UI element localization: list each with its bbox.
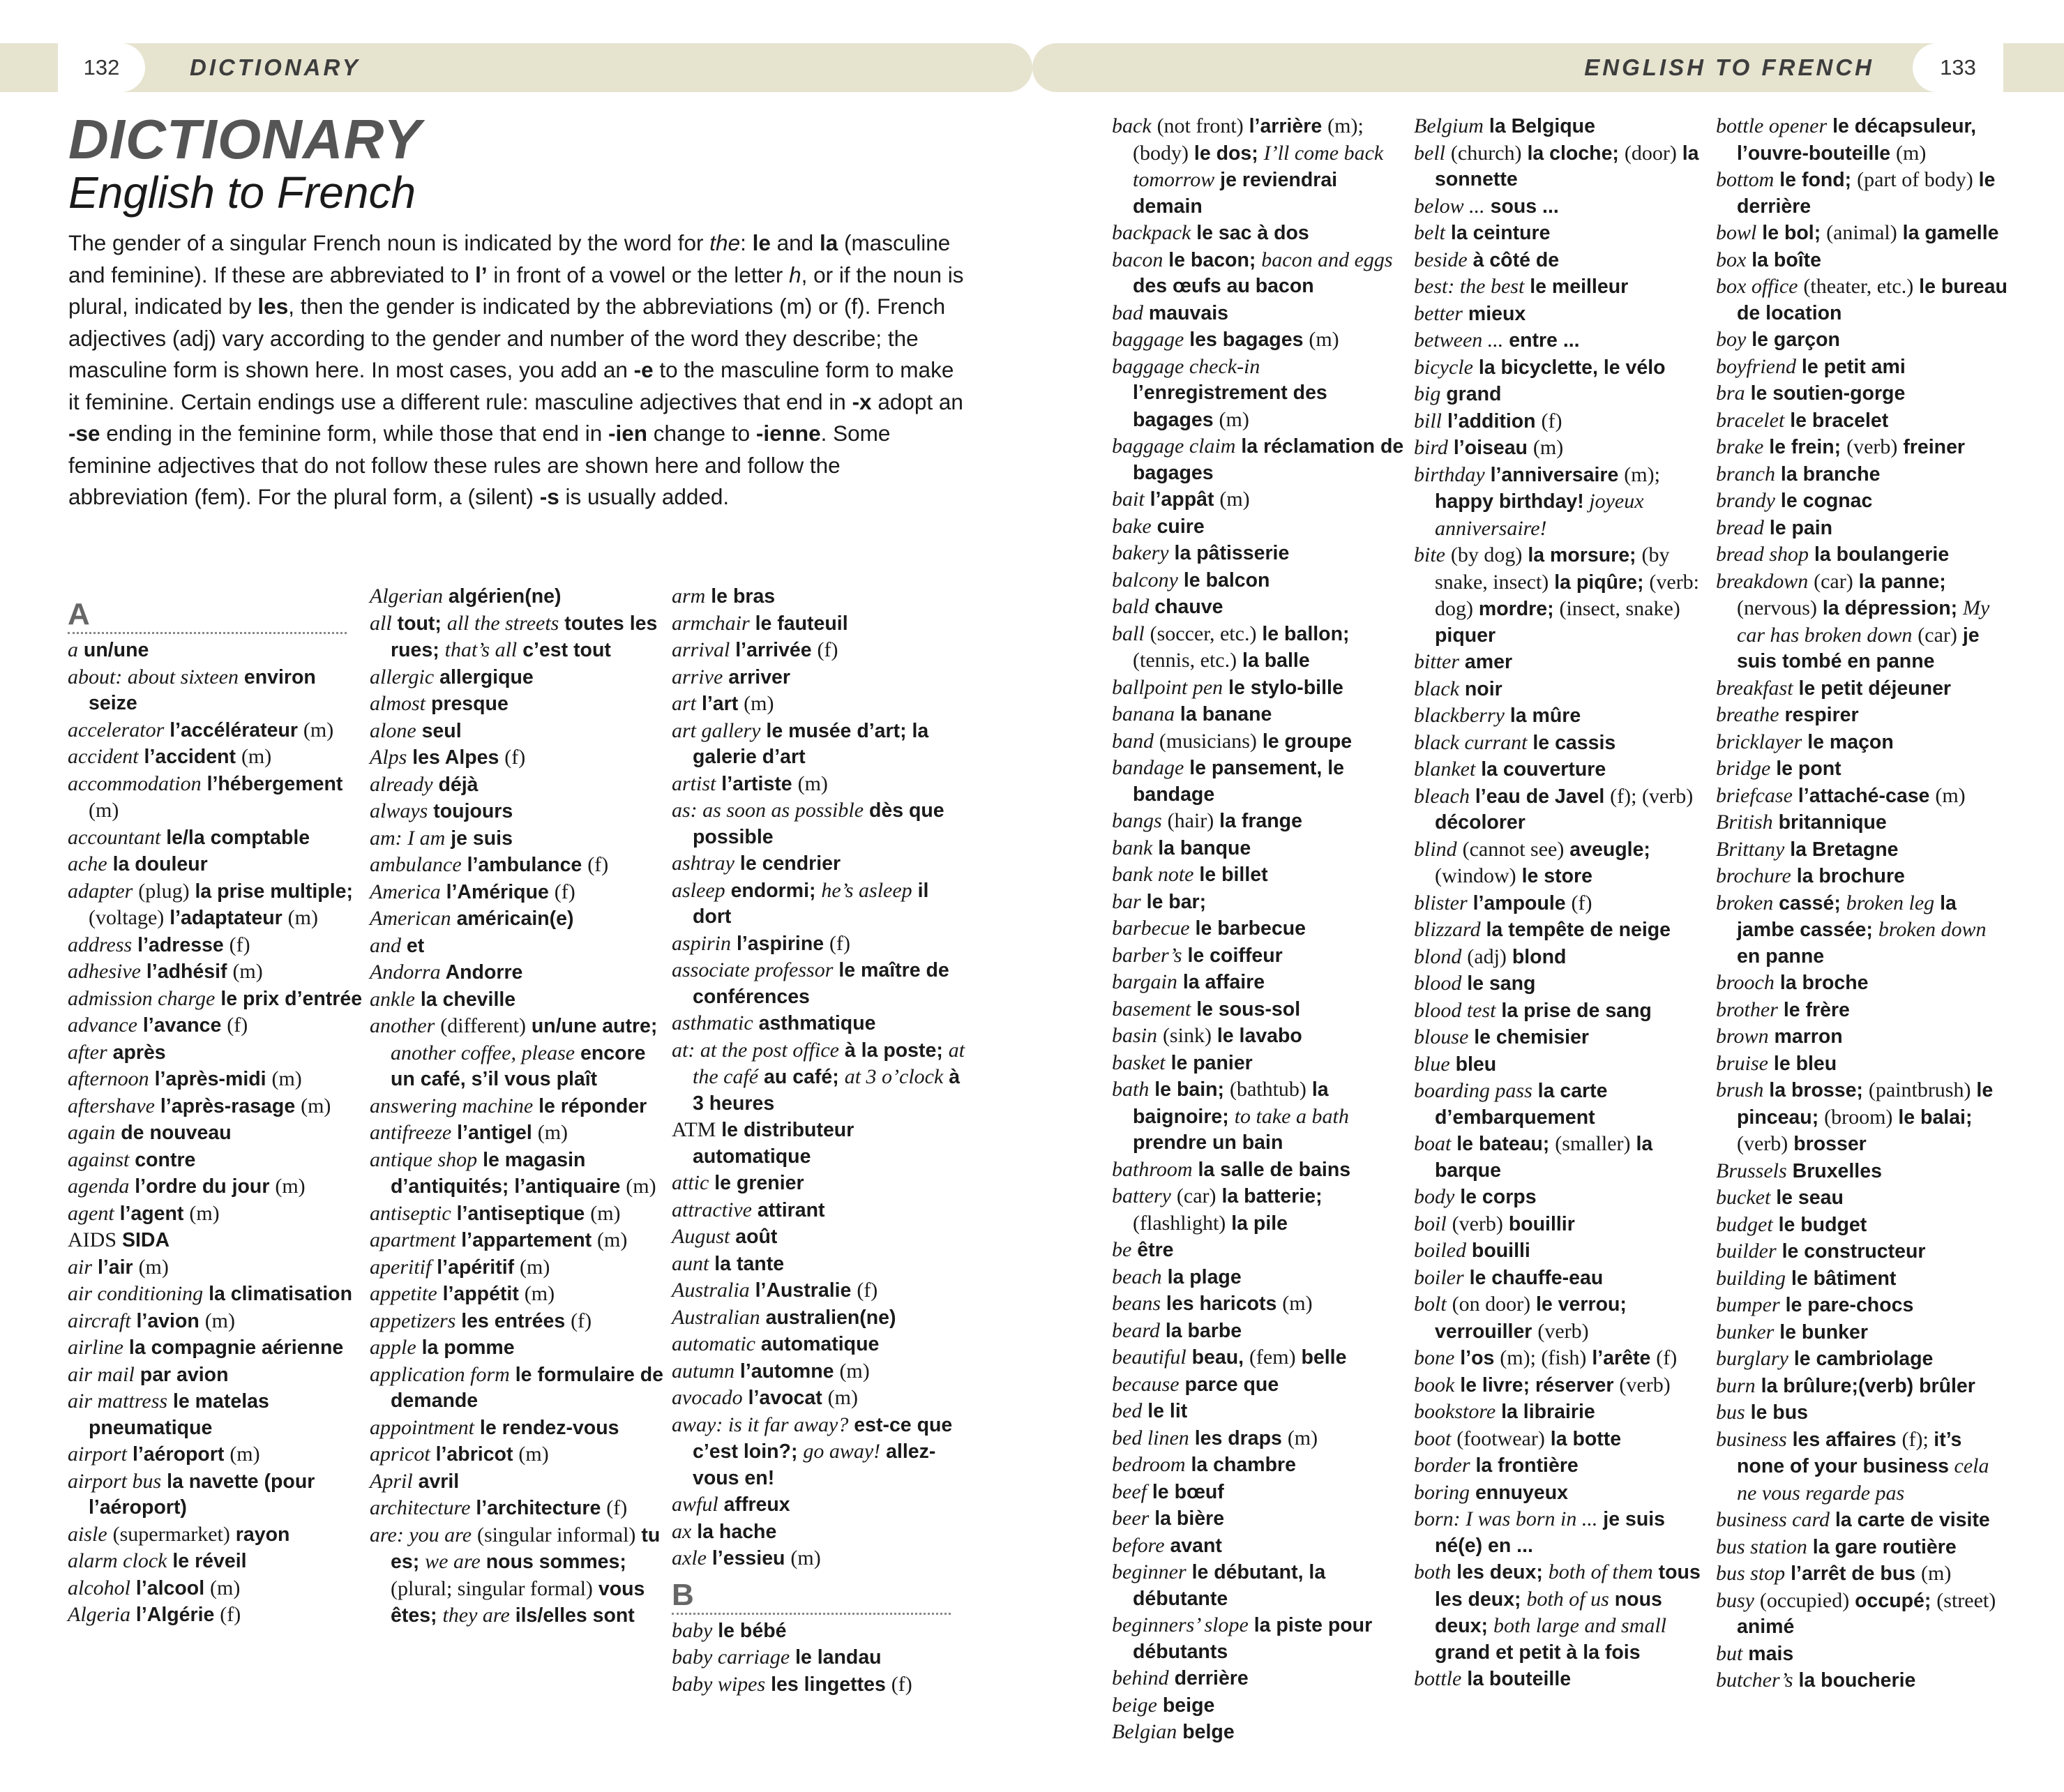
dictionary-entry: bank note le billet: [1112, 863, 1268, 886]
dictionary-entry: before avant: [1112, 1533, 1222, 1557]
dictionary-entry: blanket la couverture: [1414, 758, 1606, 781]
dictionary-entry: beginner le débutant, la débutante: [1112, 1560, 1326, 1610]
dictionary-entry: brandy le cognac: [1716, 489, 1873, 512]
dictionary-entry: briefcase l’attaché-case (m): [1716, 783, 1966, 807]
dictionary-column-2: [370, 583, 666, 1629]
left-page-number: 132: [58, 43, 145, 92]
dictionary-entry: blood test la prise de sang: [1414, 998, 1652, 1022]
dictionary-entry: brooch la broche: [1716, 971, 1869, 994]
dictionary-entry: accident l’accident (m): [68, 745, 272, 768]
dictionary-entry: boyfriend le petit ami: [1716, 354, 1906, 378]
dictionary-entry: beer la bière: [1112, 1507, 1225, 1530]
dictionary-entry: bandage le pansement, le bandage: [1112, 756, 1345, 806]
dictionary-entry: bedroom la chambre: [1112, 1453, 1296, 1476]
dictionary-entry: border la frontière: [1414, 1454, 1579, 1477]
dictionary-entry: am: I am je suis: [370, 826, 513, 850]
dictionary-entry: bicycle la bicyclette, le vélo: [1414, 355, 1666, 379]
dictionary-entry: adapter (plug) la prise multiple; (voltage) l’adaptateur (m): [68, 879, 353, 929]
dictionary-entry: bargain la affaire: [1112, 970, 1265, 993]
dictionary-entry: ax la hache: [672, 1519, 777, 1543]
dictionary-entry: Algeria l’Algérie (f): [68, 1603, 241, 1626]
dictionary-entry: business card la carte de visite: [1716, 1508, 1990, 1531]
dictionary-entry: blister l’ampoule (f): [1414, 891, 1592, 914]
dictionary-entry: accelerator l’accélérateur (m): [68, 718, 334, 741]
dictionary-entry: apricot l’abricot (m): [370, 1443, 549, 1466]
dictionary-entry: architecture l’architecture (f): [370, 1496, 628, 1519]
dictionary-entry: attractive attirant: [672, 1198, 825, 1221]
dictionary-entry: bitter amer: [1414, 650, 1513, 673]
dictionary-entry: bottom le fond; (part of body) le derrière: [1716, 168, 1996, 218]
dictionary-entry: band (musicians) le groupe: [1112, 729, 1353, 753]
dictionary-entry: branch la branche: [1716, 462, 1881, 485]
right-header-band: [1032, 43, 2064, 92]
dictionary-entry: Australian australien(ne): [672, 1305, 896, 1329]
dictionary-entry: bed linen les draps (m): [1112, 1426, 1318, 1450]
dictionary-entry: associate professor le maître de conférences: [672, 958, 949, 1008]
dictionary-entry: bolt (on door) le verrou; verrouiller (verb): [1414, 1293, 1627, 1343]
dictionary-entry: arm le bras: [672, 585, 776, 608]
dictionary-entry: bruise le bleu: [1716, 1051, 1837, 1075]
dictionary-entry: air mattress le matelas pneumatique: [68, 1390, 269, 1439]
dictionary-entry: alcohol l’alcool (m): [68, 1576, 241, 1599]
dictionary-entry: behind derrière: [1112, 1666, 1249, 1689]
dictionary-entry: bus station la gare routière: [1716, 1535, 1957, 1558]
dictionary-entry: bed le lit: [1112, 1399, 1188, 1422]
dictionary-entry: accommodation l’hébergement (m): [68, 771, 343, 822]
dictionary-entry: black currant le cassis: [1414, 730, 1616, 754]
dictionary-entry: both les deux; both of them tous les deux; both of us nous deux; both large and small grand et petit à la fois: [1414, 1560, 1701, 1664]
dictionary-entry: arrival l’arrivée (f): [672, 638, 838, 661]
dictionary-entry: box office (theater, etc.) le bureau de location: [1716, 275, 2007, 324]
dictionary-entry: are: you are (singular informal) tu es; we are nous sommes; (plural; singular formal) vous êtes; they are ils/elles sont: [370, 1523, 661, 1627]
dictionary-entry: beans les haricots (m): [1112, 1292, 1313, 1315]
dictionary-entry: after après: [68, 1040, 166, 1064]
dictionary-entry: August août: [672, 1225, 778, 1248]
dictionary-entry: bridge le pont: [1716, 757, 1841, 780]
dictionary-entry: ambulance l’ambulance (f): [370, 853, 609, 876]
dictionary-entry: AIDS SIDA: [68, 1228, 170, 1251]
dictionary-entry: best: the best le meilleur: [1414, 275, 1629, 298]
dictionary-entry: airline la compagnie aérienne: [68, 1336, 344, 1359]
dictionary-entry: boiled bouilli: [1414, 1239, 1530, 1262]
dictionary-entry: autumn l’automne (m): [672, 1359, 870, 1383]
dictionary-entry: boring ennuyeux: [1414, 1480, 1568, 1504]
dictionary-entry: asthmatic asthmatique: [672, 1011, 876, 1034]
dictionary-entry: butcher’s la boucherie: [1716, 1669, 1916, 1692]
dictionary-entry: brush la brosse; (paintbrush) le pinceau; (broom) le balai; (verb) brosser: [1716, 1078, 1994, 1155]
dictionary-entry: backpack le sac à dos: [1112, 221, 1309, 244]
dictionary-entry: armchair le fauteuil: [672, 611, 848, 635]
dictionary-entry: bell (church) la cloche; (door) la sonnette: [1414, 141, 1699, 190]
dictionary-entry: ball (soccer, etc.) le ballon; (tennis, etc.) la balle: [1112, 622, 1350, 672]
right-running-title: ENGLISH TO FRENCH: [1584, 54, 1874, 80]
dictionary-entry: balcony le balcon: [1112, 568, 1270, 592]
dictionary-entry: brother le frère: [1716, 997, 1850, 1021]
dictionary-entry: breathe respirer: [1716, 703, 1859, 726]
dictionary-entry: bowl le bol; (animal) la gamelle: [1716, 221, 1999, 244]
dictionary-entry: because parce que: [1112, 1372, 1279, 1396]
dictionary-entry: body le corps: [1414, 1185, 1537, 1208]
dictionary-entry: always toujours: [370, 799, 513, 822]
dictionary-entry: avocado l’avocat (m): [672, 1386, 858, 1409]
dictionary-entry: ballpoint pen le stylo-bille: [1112, 675, 1343, 699]
page-subtitle: English to French: [68, 167, 416, 218]
dictionary-entry: alarm clock le réveil: [68, 1549, 247, 1572]
dictionary-entry: antifreeze l’antigel (m): [370, 1121, 568, 1144]
dictionary-entry: at: at the post office à la poste; at the café au café; at 3 o’clock à 3 heures: [672, 1038, 965, 1115]
dictionary-entry: Belgian belge: [1112, 1720, 1235, 1743]
dictionary-entry: afternoon l’après-midi (m): [68, 1067, 302, 1090]
dictionary-entry: antiseptic l’antiseptique (m): [370, 1201, 621, 1225]
dictionary-entry: bottle opener le décapsuleur, l’ouvre-bouteille (m): [1716, 114, 1976, 165]
dictionary-entry: below ... sous ...: [1414, 194, 1559, 218]
dictionary-entry: book le livre; réserver (verb): [1414, 1373, 1671, 1396]
dictionary-entry: battery (car) la batterie; (flashlight) la pile: [1112, 1184, 1323, 1235]
dictionary-entry: barber’s le coiffeur: [1112, 943, 1283, 967]
dictionary-entry: adhesive l’adhésif (m): [68, 960, 263, 983]
dictionary-entry: bone l’os (m); (fish) l’arête (f): [1414, 1346, 1678, 1369]
dictionary-entry: brochure la brochure: [1716, 864, 1905, 887]
dictionary-entry: aisle (supermarket) rayon: [68, 1522, 290, 1546]
right-page-number: 133: [1913, 43, 2003, 92]
dictionary-entry: axle l’essieu (m): [672, 1546, 821, 1569]
dictionary-entry: birthday l’anniversaire (m); happy birthday! joyeux anniversaire!: [1414, 462, 1660, 540]
dictionary-entry: attic le grenier: [672, 1171, 804, 1194]
dictionary-entry: air conditioning la climatisation: [68, 1282, 352, 1305]
dictionary-entry: baggage claim la réclamation de bagages: [1112, 435, 1404, 484]
dictionary-entry: bus le bus: [1716, 1401, 1808, 1424]
dictionary-entry: Belgium la Belgique: [1414, 114, 1595, 137]
dictionary-entry: bite (by dog) la morsure; (by snake, insect) la piqûre; (verb: dog) mordre; (insect, snake) piquer: [1414, 543, 1700, 647]
dictionary-entry: blouse le chemisier: [1414, 1025, 1590, 1048]
dictionary-entry: boy le garçon: [1716, 328, 1840, 351]
dictionary-column-3: [672, 583, 968, 1698]
dictionary-entry: again de nouveau: [68, 1121, 232, 1144]
dictionary-entry: barbecue le barbecue: [1112, 917, 1306, 940]
dictionary-entry: bunker le bunker: [1716, 1320, 1868, 1343]
dictionary-entry: beach la plage: [1112, 1265, 1242, 1288]
dictionary-entry: advance l’avance (f): [68, 1014, 248, 1037]
dictionary-entry: agent l’agent (m): [68, 1201, 220, 1225]
dictionary-entry: beautiful beau, (fem) belle: [1112, 1346, 1347, 1369]
dictionary-entry: bumper le pare-chocs: [1716, 1293, 1914, 1316]
dictionary-entry: boat le bateau; (smaller) la barque: [1414, 1132, 1653, 1182]
dictionary-entry: accountant le/la comptable: [68, 825, 310, 849]
dictionary-entry: better mieux: [1414, 301, 1526, 325]
dictionary-entry: allergic allergique: [370, 665, 534, 688]
dictionary-entry: busy (occupied) occupé; (street) animé: [1716, 1588, 1996, 1638]
dictionary-entry: art l’art (m): [672, 692, 774, 715]
dictionary-entry: already déjà: [370, 772, 479, 796]
dictionary-entry: arrive arriver: [672, 665, 790, 688]
dictionary-entry: agenda l’ordre du jour (m): [68, 1175, 306, 1198]
dictionary-entry: Brussels Bruxelles: [1716, 1159, 1882, 1182]
dictionary-entry: bath le bain; (bathtub) la baignoire; to take a bath prendre un bain: [1112, 1078, 1349, 1154]
dictionary-column-1: [68, 592, 364, 1629]
dictionary-entry: address l’adresse (f): [68, 933, 250, 956]
dictionary-entry: appointment le rendez-vous: [370, 1415, 619, 1439]
dictionary-entry: beginners’ slope la piste pour débutants: [1112, 1613, 1373, 1663]
dictionary-entry: airport l’aéroport (m): [68, 1443, 260, 1466]
dictionary-entry: blue bleu: [1414, 1052, 1497, 1076]
dictionary-entry: beige beige: [1112, 1693, 1215, 1717]
dictionary-entry: banana la banane: [1112, 702, 1272, 725]
dictionary-entry: baggage check-in l’enregistrement des bagages (m): [1112, 354, 1327, 431]
dictionary-entry: beef le bœuf: [1112, 1479, 1224, 1503]
dictionary-entry: business les affaires (f); it’s none of your business cela ne vous regarde pas: [1716, 1427, 1989, 1505]
dictionary-entry: bacon le bacon; bacon and eggs des œufs au bacon: [1112, 248, 1393, 297]
dictionary-entry: appetite l’appétit (m): [370, 1282, 555, 1305]
dictionary-entry: between ... entre ...: [1414, 329, 1580, 352]
page-title: DICTIONARY: [68, 108, 422, 170]
dictionary-entry: baby carriage le landau: [672, 1646, 882, 1669]
dictionary-entry: building le bâtiment: [1716, 1266, 1897, 1290]
dictionary-entry: burn la brûlure;(verb) brûler: [1716, 1373, 1975, 1397]
dictionary-entry: brown marron: [1716, 1025, 1843, 1048]
dictionary-entry: black noir: [1414, 677, 1502, 700]
dictionary-entry: brake le frein; (verb) freiner: [1716, 435, 1966, 458]
dictionary-entry: bad mauvais: [1112, 301, 1228, 324]
dictionary-entry: a un/une: [68, 638, 149, 661]
dictionary-entry: ATM le distributeur automatique: [672, 1118, 854, 1168]
dictionary-entry: blood le sang: [1414, 972, 1536, 995]
dictionary-entry: British britannique: [1716, 811, 1887, 834]
dictionary-entry: apartment l’appartement (m): [370, 1228, 628, 1251]
dictionary-entry: blizzard la tempête de neige: [1414, 918, 1671, 941]
dictionary-entry: beard la barbe: [1112, 1318, 1242, 1342]
dictionary-entry: application form le formulaire de demande: [370, 1362, 663, 1412]
dictionary-entry: aunt la tante: [672, 1251, 785, 1275]
dictionary-entry: and et: [370, 933, 425, 957]
dictionary-column-4: [1112, 113, 1408, 1746]
dictionary-entry: Australia l’Australie (f): [672, 1279, 878, 1302]
dictionary-entry: bucket le seau: [1716, 1186, 1844, 1209]
dictionary-entry: ache la douleur: [68, 852, 208, 875]
dictionary-entry: against contre: [68, 1147, 196, 1171]
dictionary-entry: budget le budget: [1716, 1212, 1867, 1236]
dictionary-entry: as: as soon as possible dès que possible: [672, 799, 944, 848]
dictionary-entry: bar le bar;: [1112, 889, 1207, 913]
dictionary-column-6: [1716, 113, 2012, 1694]
dictionary-entry: born: I was born in ... je suis né(e) en ...: [1414, 1507, 1665, 1557]
dictionary-entry: bird l’oiseau (m): [1414, 436, 1564, 459]
intro-paragraph: The gender of a singular French noun is indicated by the word for the: le and la (masculine and feminine). If these are abbreviated to l’ in front of a vowel or the letter h, or if the noun is plural, indicated by les, then the gender is indicated by the abbreviations (m) or (f). French adjectives (adj) vary according to the gender and number of the word they describe; the masculine form is shown here. In most cases, you add an -e to the masculine form to make it feminine. Certain endings use a different rule: masculine adjectives that end in -x adopt an -se ending in the feminine form, while those that end in -ien change to -ienne. Some feminine adjectives that do not follow these rules are shown here and follow the abbreviation (fem). For the plural form, a (silent) -s is usually added.: [68, 230, 964, 509]
dictionary-entry: basket le panier: [1112, 1051, 1253, 1074]
dictionary-entry: boil (verb) bouillir: [1414, 1212, 1575, 1235]
dictionary-entry: bangs (hair) la frange: [1112, 809, 1302, 832]
dictionary-entry: away: is it far away? est-ce que c’est loin?; go away! allez-vous en!: [672, 1413, 953, 1489]
dictionary-entry: automatic automatique: [672, 1332, 880, 1355]
dictionary-entry: about: about sixteen environ seize: [68, 665, 316, 714]
dictionary-entry: bake cuire: [1112, 514, 1205, 538]
dictionary-entry: another (different) un/une autre; another coffee, please encore un café, s’il vous plaît: [370, 1014, 658, 1090]
dictionary-entry: bait l’appât (m): [1112, 488, 1250, 511]
left-running-title: DICTIONARY: [190, 54, 361, 80]
dictionary-entry: ashtray le cendrier: [672, 852, 841, 875]
dictionary-entry: baby le bébé: [672, 1618, 787, 1642]
dictionary-entry: Algerian algérien(ne): [370, 585, 562, 608]
dictionary-entry: belt la ceinture: [1414, 221, 1551, 244]
dictionary-entry: blind (cannot see) aveugle; (window) le store: [1414, 837, 1650, 887]
dictionary-entry: big grand: [1414, 382, 1502, 405]
dictionary-entry: basin (sink) le lavabo: [1112, 1024, 1302, 1047]
dictionary-entry: bracelet le bracelet: [1716, 408, 1889, 432]
dictionary-entry: bookstore la librairie: [1414, 1400, 1595, 1423]
dictionary-entry: admission charge le prix d’entrée: [68, 986, 363, 1010]
dictionary-entry: boiler le chauffe-eau: [1414, 1265, 1604, 1289]
dictionary-entry: America l’Amérique (f): [370, 880, 575, 903]
dictionary-entry: bread le pain: [1716, 515, 1833, 539]
dictionary-entry: alone seul: [370, 718, 462, 742]
dictionary-entry: beside à côté de: [1414, 248, 1560, 271]
dictionary-entry: bathroom la salle de bains: [1112, 1157, 1351, 1181]
dictionary-entry: builder le constructeur: [1716, 1240, 1926, 1263]
dictionary-entry: Alps les Alpes (f): [370, 746, 526, 769]
dictionary-entry: bank la banque: [1112, 836, 1251, 859]
dictionary-entry: be être: [1112, 1238, 1174, 1261]
dictionary-entry: answering machine le réponder: [370, 1094, 647, 1117]
dictionary-entry: box la boîte: [1716, 248, 1822, 271]
dictionary-entry: ankle la cheville: [370, 987, 516, 1011]
dictionary-entry: bleach l’eau de Javel (f); (verb) décolorer: [1414, 784, 1694, 834]
dictionary-entry: baggage les bagages (m): [1112, 328, 1339, 351]
dictionary-entry: April avril: [370, 1469, 460, 1493]
dictionary-entry: air l’air (m): [68, 1255, 169, 1279]
dictionary-entry: art gallery le musée d’art; la galerie d’art: [672, 718, 929, 768]
dictionary-entry: burglary le cambriolage: [1716, 1347, 1934, 1370]
dictionary-entry: apple la pomme: [370, 1336, 515, 1359]
dictionary-entry: bill l’addition (f): [1414, 409, 1562, 432]
left-header-band: [0, 43, 1032, 92]
dictionary-entry: appetizers les entrées (f): [370, 1309, 592, 1332]
dictionary-entry: aircraft l’avion (m): [68, 1309, 236, 1332]
dictionary-entry: bread shop la boulangerie: [1716, 543, 1950, 566]
dictionary-entry: all tout; all the streets toutes les rues; that’s all c’est tout: [370, 611, 658, 661]
dictionary-entry: boot (footwear) la botte: [1414, 1426, 1622, 1450]
dictionary-entry: airport bus la navette (pour l’aéroport): [68, 1469, 315, 1519]
dictionary-entry: almost presque: [370, 692, 509, 715]
dictionary-entry: bus stop l’arrêt de bus (m): [1716, 1562, 1952, 1585]
dictionary-entry: Andorra Andorre: [370, 961, 523, 984]
dictionary-entry: bald chauve: [1112, 595, 1223, 618]
dictionary-entry: antique shop le magasin d’antiquités; l’antiquaire (m): [370, 1147, 656, 1198]
dictionary-entry: breakdown (car) la panne; (nervous) la dépression; My car has broken down (car) je suis tombé en panne: [1716, 569, 1990, 672]
dictionary-entry: American américain(e): [370, 907, 574, 930]
dictionary-entry: blond (adj) blond: [1414, 944, 1567, 968]
dictionary-entry: asleep endormi; he’s asleep il dort: [672, 878, 929, 928]
dictionary-entry: bakery la pâtisserie: [1112, 541, 1290, 564]
dictionary-entry: bricklayer le maçon: [1716, 730, 1894, 753]
section-letter: A: [68, 598, 347, 634]
dictionary-entry: boarding pass la carte d’embarquement: [1414, 1079, 1608, 1129]
dictionary-entry: back (not front) l’arrière (m); (body) le dos; I’ll come back tomorrow je reviendrai demain: [1112, 114, 1384, 218]
dictionary-entry: but mais: [1716, 1641, 1794, 1665]
dictionary-entry: basement le sous-sol: [1112, 997, 1301, 1021]
section-letter: B: [672, 1579, 951, 1615]
dictionary-entry: Brittany la Bretagne: [1716, 837, 1899, 861]
dictionary-entry: broken cassé; broken leg la jambe cassée; broken down en panne: [1716, 891, 1987, 967]
dictionary-entry: blackberry la mûre: [1414, 704, 1581, 727]
dictionary-entry: bra le soutien-gorge: [1716, 382, 1906, 405]
dictionary-entry: air mail par avion: [68, 1362, 229, 1386]
dictionary-entry: breakfast le petit déjeuner: [1716, 676, 1952, 700]
dictionary-entry: aperitif l’apéritif (m): [370, 1255, 550, 1279]
dictionary-entry: artist l’artiste (m): [672, 771, 828, 795]
dictionary-entry: aftershave l’après-rasage (m): [68, 1094, 331, 1117]
dictionary-entry: aspirin l’aspirine (f): [672, 931, 850, 955]
dictionary-column-5: [1414, 113, 1710, 1693]
dictionary-entry: bottle la bouteille: [1414, 1667, 1572, 1690]
dictionary-entry: baby wipes les lingettes (f): [672, 1672, 912, 1696]
dictionary-entry: awful affreux: [672, 1493, 790, 1516]
